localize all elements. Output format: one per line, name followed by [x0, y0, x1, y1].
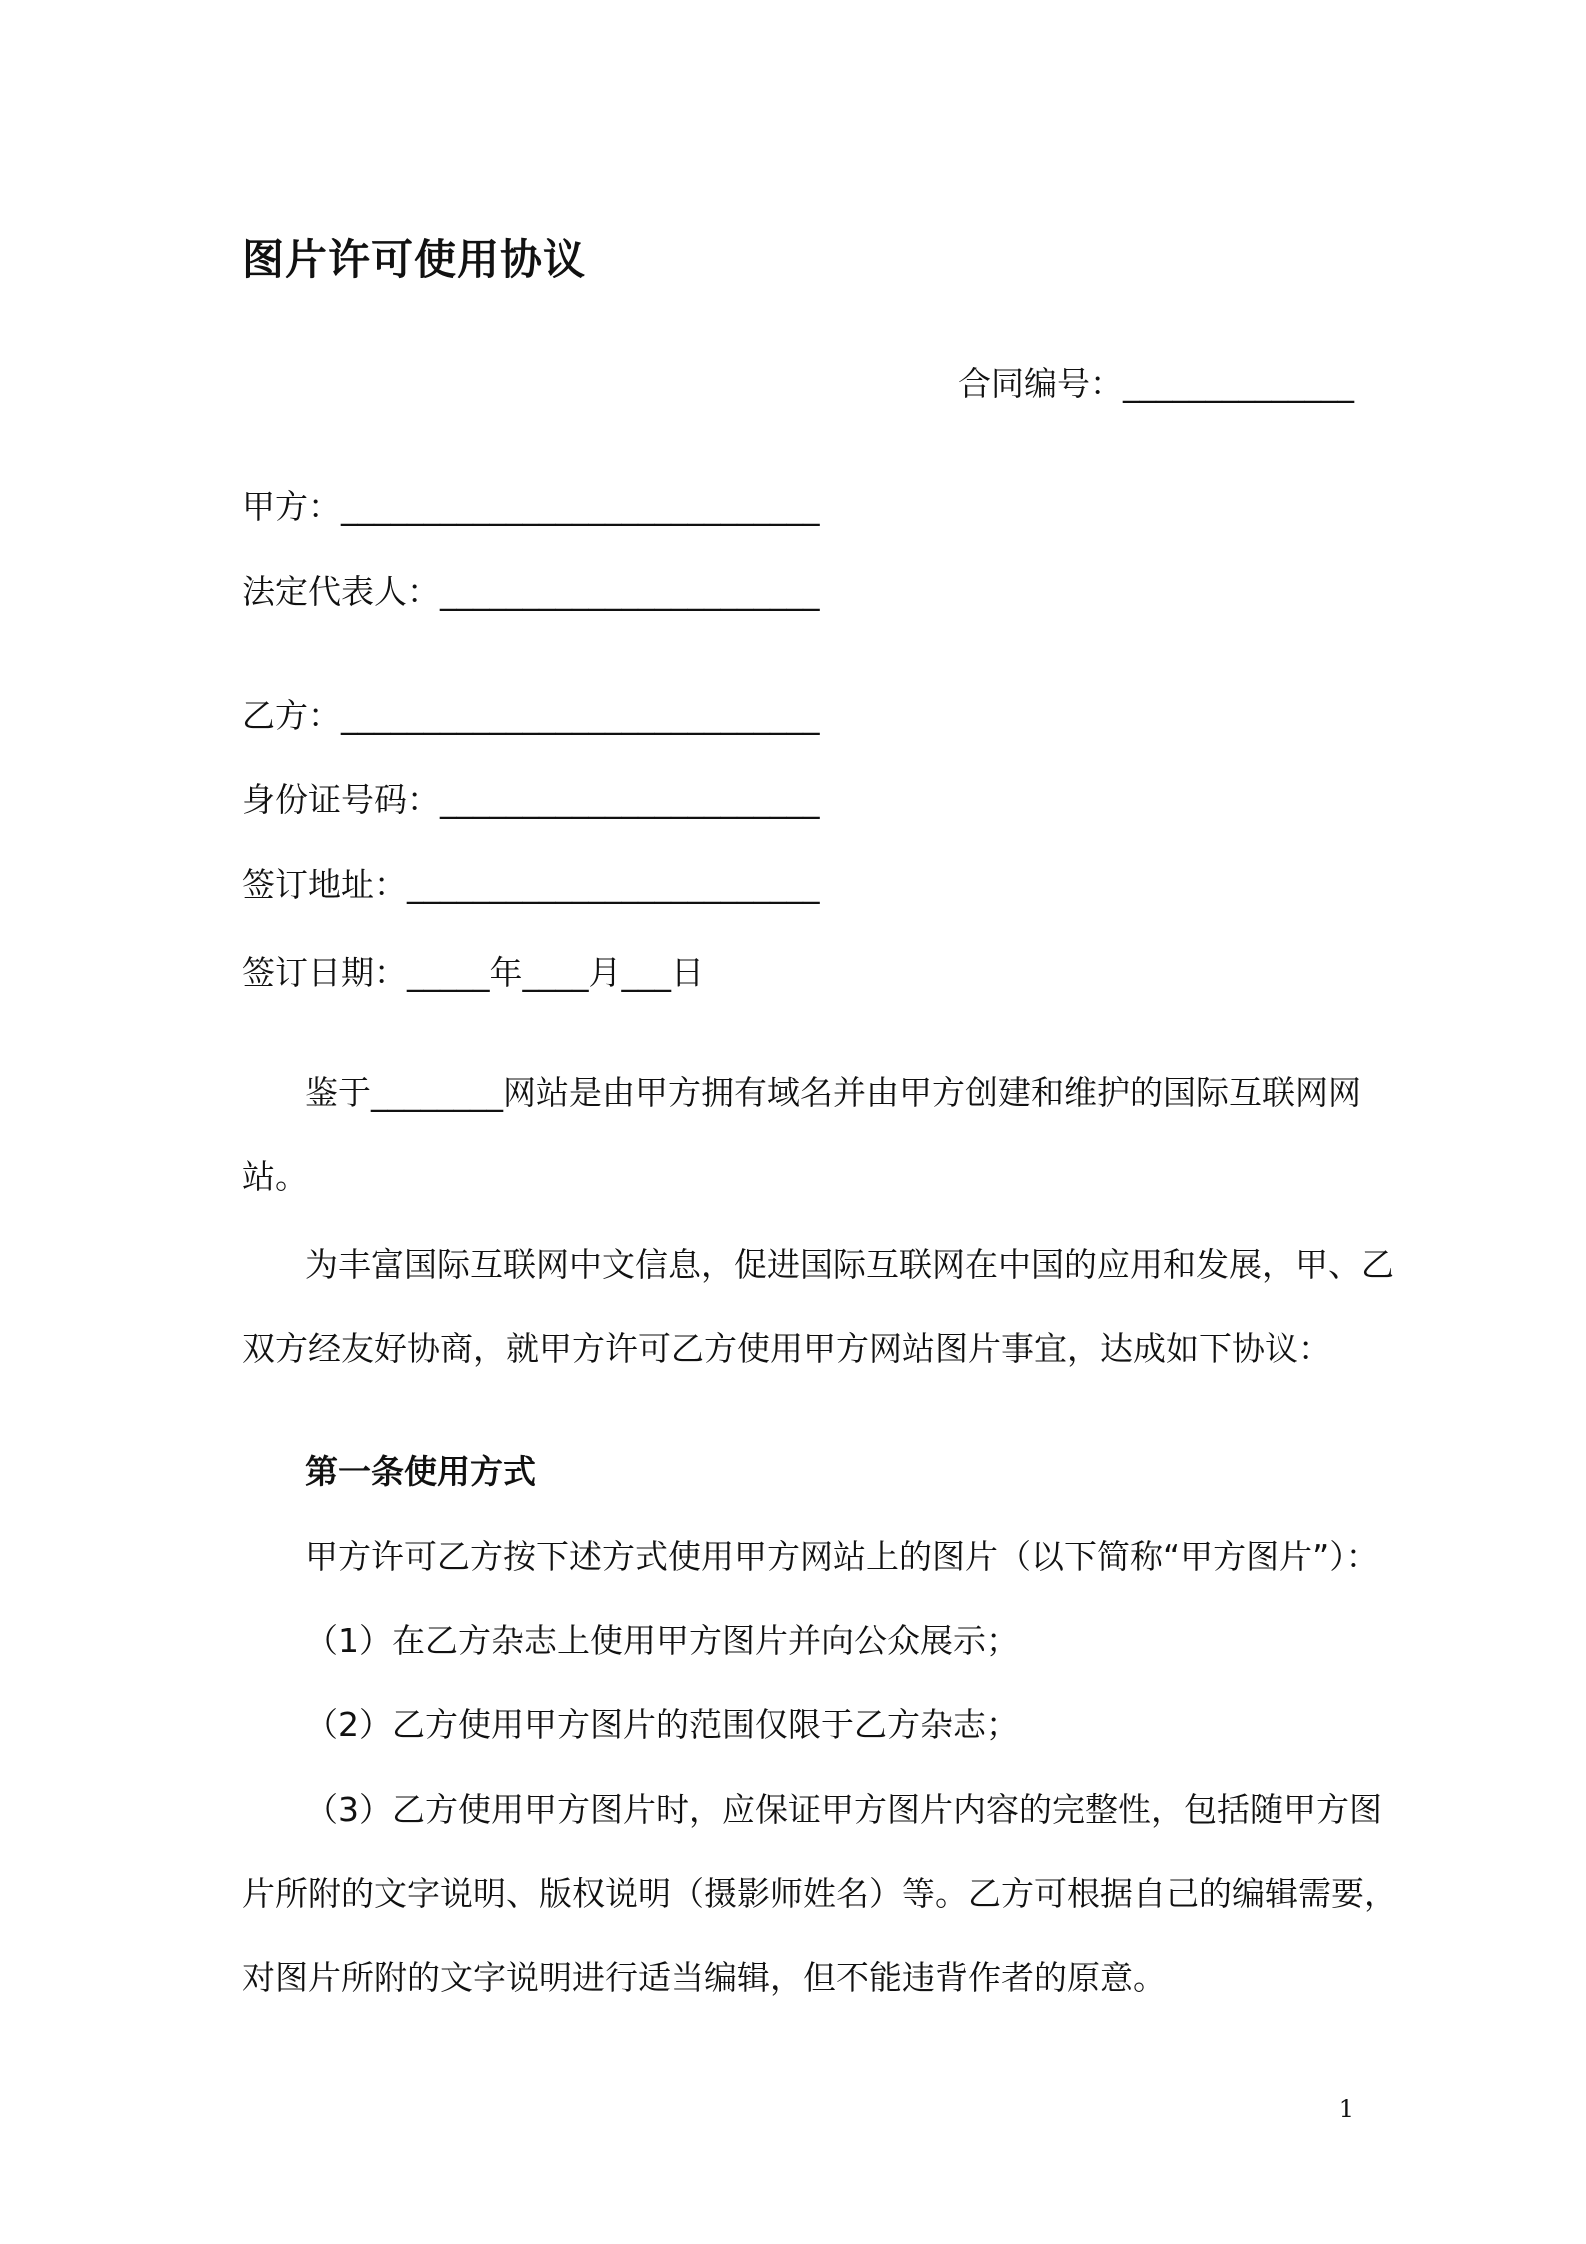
signing-date-field: 签订日期：_____年____月___日 [242, 953, 704, 992]
contract-number-field: 合同编号：______________ [958, 364, 1354, 403]
paragraph-2-line-1: 为丰富国际互联网中文信息，促进国际互联网在中国的应用和发展，甲、乙 [305, 1245, 1394, 1284]
article-1-item-1: （1）在乙方杂志上使用甲方图片并向公众展示； [305, 1621, 1019, 1660]
signing-address-field: 签订地址：_________________________ [242, 865, 820, 904]
article-1-item-2: （2）乙方使用甲方图片的范围仅限于乙方杂志； [305, 1705, 1019, 1744]
document-title: 图片许可使用协议 [242, 235, 587, 284]
article-1-heading: 第一条使用方式 [305, 1452, 536, 1491]
paragraph-1-line-2: 站。 [242, 1157, 308, 1196]
page-number: 1 [1338, 2095, 1354, 2123]
party-a-field: 甲方：_____________________________ [242, 487, 820, 526]
paragraph-1-line-1: 鉴于________网站是由甲方拥有域名并由甲方创建和维护的国际互联网网 [305, 1073, 1361, 1112]
legal-representative-field: 法定代表人：_______________________ [242, 572, 820, 611]
id-number-field: 身份证号码：_______________________ [242, 780, 820, 819]
paragraph-2-line-2: 双方经友好协商，就甲方许可乙方使用甲方网站图片事宜，达成如下协议： [242, 1329, 1331, 1368]
article-1-item-3-line-1: （3）乙方使用甲方图片时，应保证甲方图片内容的完整性，包括随甲方图 [305, 1790, 1382, 1829]
article-1-item-3-line-3: 对图片所附的文字说明进行适当编辑，但不能违背作者的原意。 [242, 1958, 1166, 1997]
party-b-field: 乙方：_____________________________ [242, 696, 820, 735]
article-1-intro: 甲方许可乙方按下述方式使用甲方网站上的图片（以下简称“甲方图片”）： [305, 1537, 1379, 1576]
article-1-item-3-line-2: 片所附的文字说明、版权说明（摄影师姓名）等。乙方可根据自己的编辑需要， [242, 1874, 1397, 1913]
